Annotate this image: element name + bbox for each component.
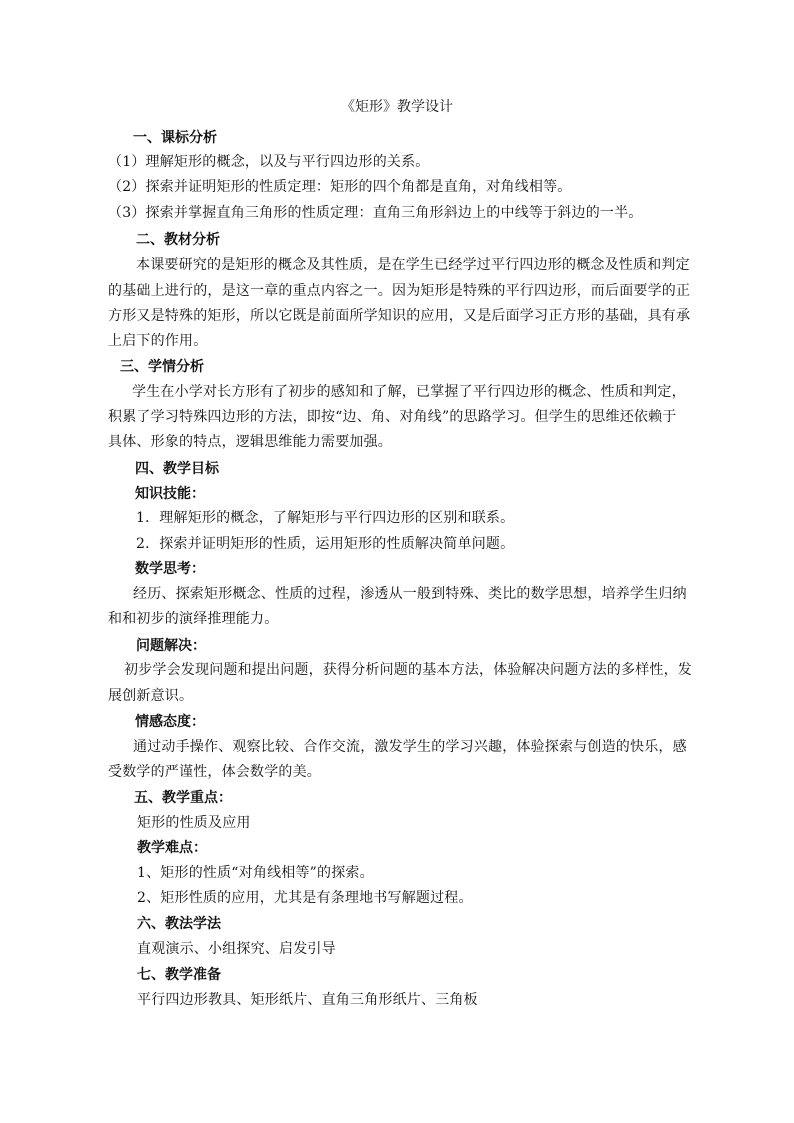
subheading-thinking: 数学思考： — [135, 561, 205, 577]
subheading-problem-solving: 问题解决： — [136, 638, 206, 654]
difficulty-item: 1、矩形的性质“对角线相等”的探索。 — [137, 865, 374, 881]
paragraph-line: 积累了学习特殊四边形的方法，即按“边、角、对角线”的思路学习。但学生的思维还依赖于 — [108, 409, 677, 425]
paragraph-line: 和和初步的演绎推理能力。 — [108, 611, 279, 627]
paragraph-line: 初步学会发现问题和提出问题，获得分析问题的基本方法，体验解决问题方法的多样性，发 — [124, 662, 692, 678]
paragraph-line: 方形又是特殊的矩形，所以它既是前面所学知识的应用，又是后面学习正方形的基础，具有承 — [108, 308, 691, 324]
paragraph-line: 本课要研究的是矩形的概念及其性质，是在学生已经学过平行四边形的概念及性质和判定 — [136, 257, 690, 273]
paragraph-line: 展创新意识。 — [108, 688, 194, 704]
paragraph-line: 经历、探索矩形概念、性质的过程，渗透从一般到特殊、类比的数学思想，培养学生归纳 — [133, 586, 687, 602]
paragraph-line: 通过动手操作、观察比较、合作交流，激发学生的学习兴趣，体验探索与创造的快乐，感 — [133, 739, 687, 755]
paragraph-line: 学生在小学对长方形有了初步的感知和了解，已掌握了平行四边形的概念、性质和判定， — [132, 384, 686, 400]
section-heading-objectives: 四、教学目标 — [135, 461, 219, 477]
document-title: 《矩形》教学设计 — [341, 99, 453, 115]
curriculum-item: （3）探索并掌握直角三角形的性质定理：直角三角形斜边上的中线等于斜边的一半。 — [108, 205, 643, 221]
section-heading-methods: 六、教法学法 — [137, 916, 221, 932]
preparation-text: 平行四边形教具、矩形纸片、直角三角形纸片、三角板 — [137, 992, 478, 1008]
subheading-knowledge: 知识技能： — [135, 486, 205, 502]
difficulty-item: 2、矩形性质的应用，尤其是有条理地书写解题过程。 — [137, 890, 473, 906]
section-heading-preparation: 七、教学准备 — [137, 967, 221, 983]
paragraph-line: 上启下的作用。 — [108, 333, 208, 349]
section-heading-key-points: 五、教学重点： — [134, 790, 232, 806]
paragraph-line: 具体、形象的特点，逻辑思维能力需要加强。 — [108, 434, 392, 450]
section-heading-students: 三、学情分析 — [120, 359, 204, 375]
section-heading-textbook: 二、教材分析 — [136, 232, 220, 248]
objective-item: 1．理解矩形的概念，了解矩形与平行四边形的区别和联系。 — [136, 510, 515, 526]
subheading-emotion: 情感态度： — [135, 714, 205, 730]
methods-text: 直观演示、小组探究、启发引导 — [137, 941, 336, 957]
objective-item: 2．探索并证明矩形的性质，运用矩形的性质解决简单问题。 — [136, 536, 515, 552]
paragraph-line: 的基础上进行的，是这一章的重点内容之一。因为矩形是特殊的平行四边形，而后面要学的正 — [108, 283, 691, 299]
subheading-difficulty: 教学难点： — [137, 840, 207, 856]
key-point-text: 矩形的性质及应用 — [137, 815, 251, 831]
paragraph-line: 受数学的严谨性，体会数学的美。 — [108, 764, 321, 780]
curriculum-item: （2）探索并证明矩形的性质定理：矩形的四个角都是直角，对角线相等。 — [108, 179, 572, 195]
section-heading-curriculum: 一、课标分析 — [133, 130, 217, 146]
curriculum-item: （1）理解矩形的概念，以及与平行四边形的关系。 — [108, 154, 430, 170]
